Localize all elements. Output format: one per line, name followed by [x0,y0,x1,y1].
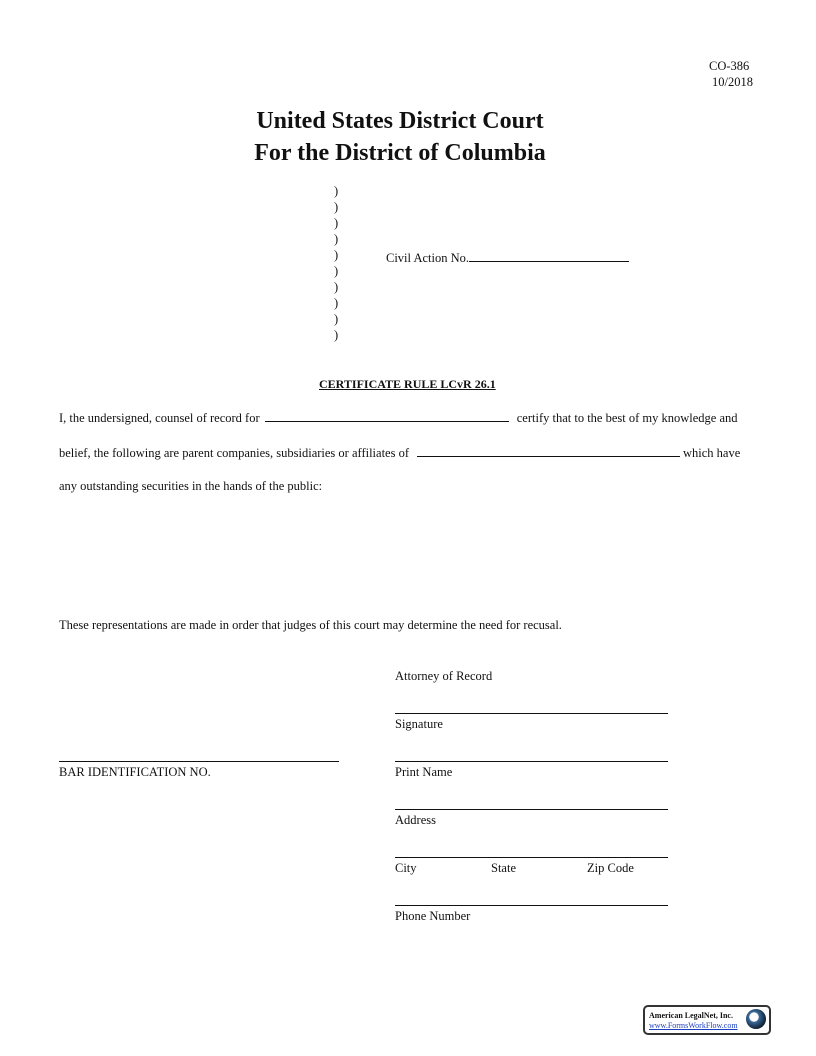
p1-text-end: certify that to the best of my knowledge and [516,411,738,425]
caption-paren: ) [334,232,339,246]
zip-label: Zip Code [587,861,634,875]
address-line[interactable] [395,809,668,810]
signature-line[interactable] [395,713,668,714]
signature-label: Signature [395,717,443,731]
print-name-label: Print Name [395,765,453,779]
para3: any outstanding securities in the hands of the public: [59,479,323,493]
district-title: For the District of Columbia [254,140,546,166]
para1 [59,410,738,425]
bar-id-label: BAR IDENTIFICATION NO. [59,765,211,779]
p2-text-end: which have [683,446,741,460]
certificate-title: CERTIFICATE RULE LCvR 26.1 [319,377,496,391]
civil-action-text: Civil Action No. [386,251,469,265]
caption-paren: ) [334,216,339,230]
form-code: CO-386 [709,59,750,73]
caption-paren: ) [334,264,339,278]
attorney-label: Attorney of Record [395,669,493,683]
counsel-for-field[interactable] [265,410,509,422]
caption-paren: ) [334,296,339,310]
caption-paren: ) [334,248,339,262]
civil-action-label [386,250,629,265]
p2-text: belief, the following are parent companies, subsidiaries or affiliates of [59,446,409,460]
logo-url[interactable]: www.FormsWorkFlow.com [649,1021,738,1030]
civil-action-field[interactable] [469,250,629,262]
caption-paren: ) [334,312,339,326]
phone-label: Phone Number [395,909,471,923]
court-title: United States District Court [256,108,544,134]
affiliates-of-field[interactable] [417,445,680,457]
logo-company: American LegalNet, Inc. [649,1011,733,1020]
city-label: City [395,861,417,875]
address-label: Address [395,813,436,827]
print-name-line[interactable] [395,761,668,762]
para2 [59,445,740,460]
caption-paren: ) [334,328,339,342]
legalnet-logo[interactable] [643,1005,771,1035]
state-label: State [491,861,516,875]
caption-paren: ) [334,184,339,198]
caption-paren: ) [334,280,339,294]
bar-id-line[interactable] [59,761,339,762]
para4: These representations are made in order that judges of this court may determine the need for recusal. [59,618,562,632]
globe-icon [746,1009,766,1029]
city-state-zip-line[interactable] [395,857,668,858]
p1-text: I, the undersigned, counsel of record for [59,411,260,425]
form-date: 10/2018 [712,75,753,89]
caption-paren: ) [334,200,339,214]
phone-line[interactable] [395,905,668,906]
